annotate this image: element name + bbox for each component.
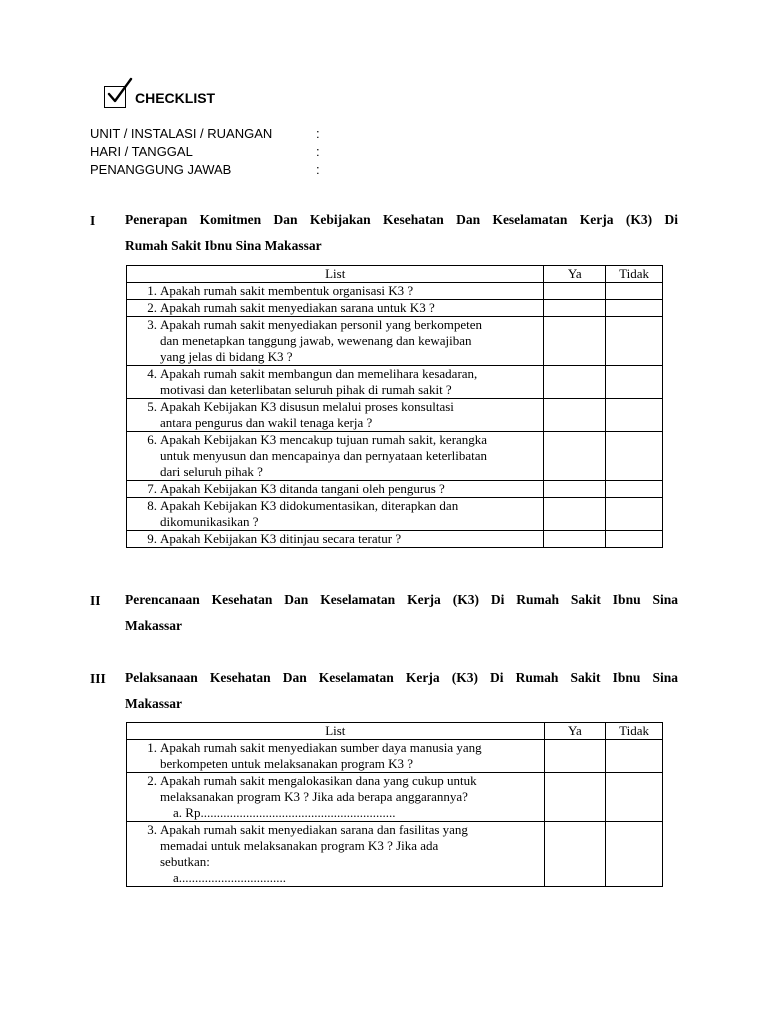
table-row [127,498,663,531]
tidak-cell[interactable] [606,531,663,548]
list-cell [127,498,544,531]
meta-responsible [90,162,330,180]
item-line: Apakah rumah sakit mengalokasikan dana yang cukup untuk [160,773,477,788]
tidak-cell[interactable] [606,773,663,822]
item-number: 7. [147,481,157,496]
item-line: Apakah rumah sakit menyediakan sarana untuk K3 ? [160,300,435,315]
table-row [127,740,663,773]
tidak-cell[interactable] [606,283,663,300]
item-line: Apakah Kebijakan K3 mencakup tujuan rumah sakit, kerangka [160,432,488,447]
list-cell [127,283,544,300]
item-number: 3. [147,822,157,837]
section-title: Penerapan Komitmen Dan Kebijakan Kesehatan Dan Keselamatan Kerja (K3) Di Rumah Sakit Ibnu Sina Makassar [125,212,678,253]
item-line: Apakah rumah sakit membentuk organisasi K3 ? [160,283,414,298]
column-header-list: List [127,723,545,740]
checkmark-icon [105,77,135,107]
item-line: melaksanakan program K3 ? Jika ada berapa anggarannya? [160,789,468,804]
item-number: 1. [147,740,157,755]
list-cell [127,531,544,548]
meta-colon: : [316,126,320,141]
meta-colon: : [316,162,320,177]
item-text [160,498,543,530]
table-row [127,432,663,481]
list-cell [127,300,544,317]
list-cell [127,481,544,498]
section-title: Pelaksanaan Kesehatan Dan Keselamatan Kerja (K3) Di Rumah Sakit Ibnu Sina Makassar [125,670,678,711]
item-text [160,773,544,805]
item-line: motivasi dan keterlibatan seluruh pihak di rumah sakit ? [160,382,452,397]
item-text [160,432,543,480]
checklist-table-2 [126,722,663,887]
item-number: 2. [147,773,157,788]
ya-cell[interactable] [544,283,606,300]
item-line: berkompeten untuk melaksanakan program K3 ? [160,756,414,771]
checklist-table-1 [126,265,663,548]
list-cell [127,432,544,481]
item-text [160,317,543,365]
tidak-cell[interactable] [606,300,663,317]
section-number: III [90,671,106,686]
item-number: 2. [147,300,157,315]
item-line: untuk menyusun dan mencapainya dan pernyataan keterlibatan [160,448,488,463]
item-line: antara pengurus dan wakil tenaga kerja ? [160,415,373,430]
list-cell [127,399,544,432]
meta-date [90,144,330,162]
ya-cell[interactable] [544,773,606,822]
column-header-list: List [127,266,544,283]
meta-label: PENANGGUNG JAWAB [90,162,232,177]
item-number: 9. [147,531,157,546]
section-title: Perencanaan Kesehatan Dan Keselamatan Kerja (K3) Di Rumah Sakit Ibnu Sina Makassar [125,592,678,633]
item-line: Apakah Kebijakan K3 disusun melalui proses konsultasi [160,399,454,414]
ya-cell[interactable] [544,498,606,531]
tidak-cell[interactable] [606,822,663,887]
column-header-ya: Ya [544,266,606,283]
tidak-cell[interactable] [606,399,663,432]
checkbox [104,86,126,108]
item-number: 3. [147,317,157,332]
checklist-title: CHECKLIST [135,90,216,106]
item-number: 4. [147,366,157,381]
item-line: Apakah rumah sakit menyediakan sumber daya manusia yang [160,740,482,755]
ya-cell[interactable] [544,740,606,773]
tidak-cell[interactable] [606,432,663,481]
item-text [160,481,543,497]
item-text [160,740,544,772]
section-number: I [90,213,96,228]
ya-cell[interactable] [544,399,606,432]
list-cell [127,773,545,822]
list-cell [127,822,545,887]
meta-unit [90,126,330,144]
item-number: 6. [147,432,157,447]
ya-cell[interactable] [544,317,606,366]
meta-label: HARI / TANGGAL [90,144,193,159]
list-cell [127,740,545,773]
ya-cell[interactable] [544,822,606,887]
table-row [127,300,663,317]
meta-colon: : [316,144,320,159]
section-number: II [90,593,101,608]
column-header-ya: Ya [544,723,606,740]
item-line: dari seluruh pihak ? [160,464,263,479]
item-number: 1. [147,283,157,298]
item-line: Apakah Kebijakan K3 ditinjau secara teratur ? [160,531,402,546]
item-answer-line: a................................. [173,870,287,885]
list-cell [127,317,544,366]
table-row [127,283,663,300]
item-line: Apakah rumah sakit menyediakan personil yang berkompeten [160,317,483,332]
tidak-cell[interactable] [606,498,663,531]
item-text [160,283,543,299]
ya-cell[interactable] [544,432,606,481]
ya-cell[interactable] [544,531,606,548]
item-line: yang jelas di bidang K3 ? [160,349,293,364]
table-row [127,822,663,887]
table-row [127,773,663,822]
table-row [127,366,663,399]
list-cell [127,366,544,399]
ya-cell[interactable] [544,481,606,498]
tidak-cell[interactable] [606,481,663,498]
table-row [127,399,663,432]
ya-cell[interactable] [544,366,606,399]
item-text [160,366,543,398]
item-line: Apakah rumah sakit membangun dan memelihara kesadaran, [160,366,478,381]
item-number: 5. [147,399,157,414]
table-row [127,481,663,498]
column-header-tidak: Tidak [606,266,663,283]
item-line: memadai untuk melaksanakan program K3 ? Jika ada [160,838,439,853]
item-text [160,822,544,870]
item-text [160,531,543,547]
item-text [160,399,543,431]
tidak-cell[interactable] [606,317,663,366]
ya-cell[interactable] [544,300,606,317]
item-line: Apakah rumah sakit menyediakan sarana dan fasilitas yang [160,822,468,837]
item-number: 8. [147,498,157,513]
item-line: sebutkan: [160,854,210,869]
table-row [127,531,663,548]
meta-label: UNIT / INSTALASI / RUANGAN [90,126,273,141]
tidak-cell[interactable] [606,366,663,399]
item-line: Apakah Kebijakan K3 didokumentasikan, diterapkan dan [160,498,459,513]
column-header-tidak: Tidak [606,723,663,740]
table-row [127,317,663,366]
item-line: dan menetapkan tanggung jawab, wewenang dan kewajiban [160,333,472,348]
item-line: Apakah Kebijakan K3 ditanda tangani oleh pengurus ? [160,481,445,496]
item-line: dikomunikasikan ? [160,514,259,529]
tidak-cell[interactable] [606,740,663,773]
item-text [160,300,543,316]
item-answer-line: a. Rp............................................................ [173,805,396,820]
